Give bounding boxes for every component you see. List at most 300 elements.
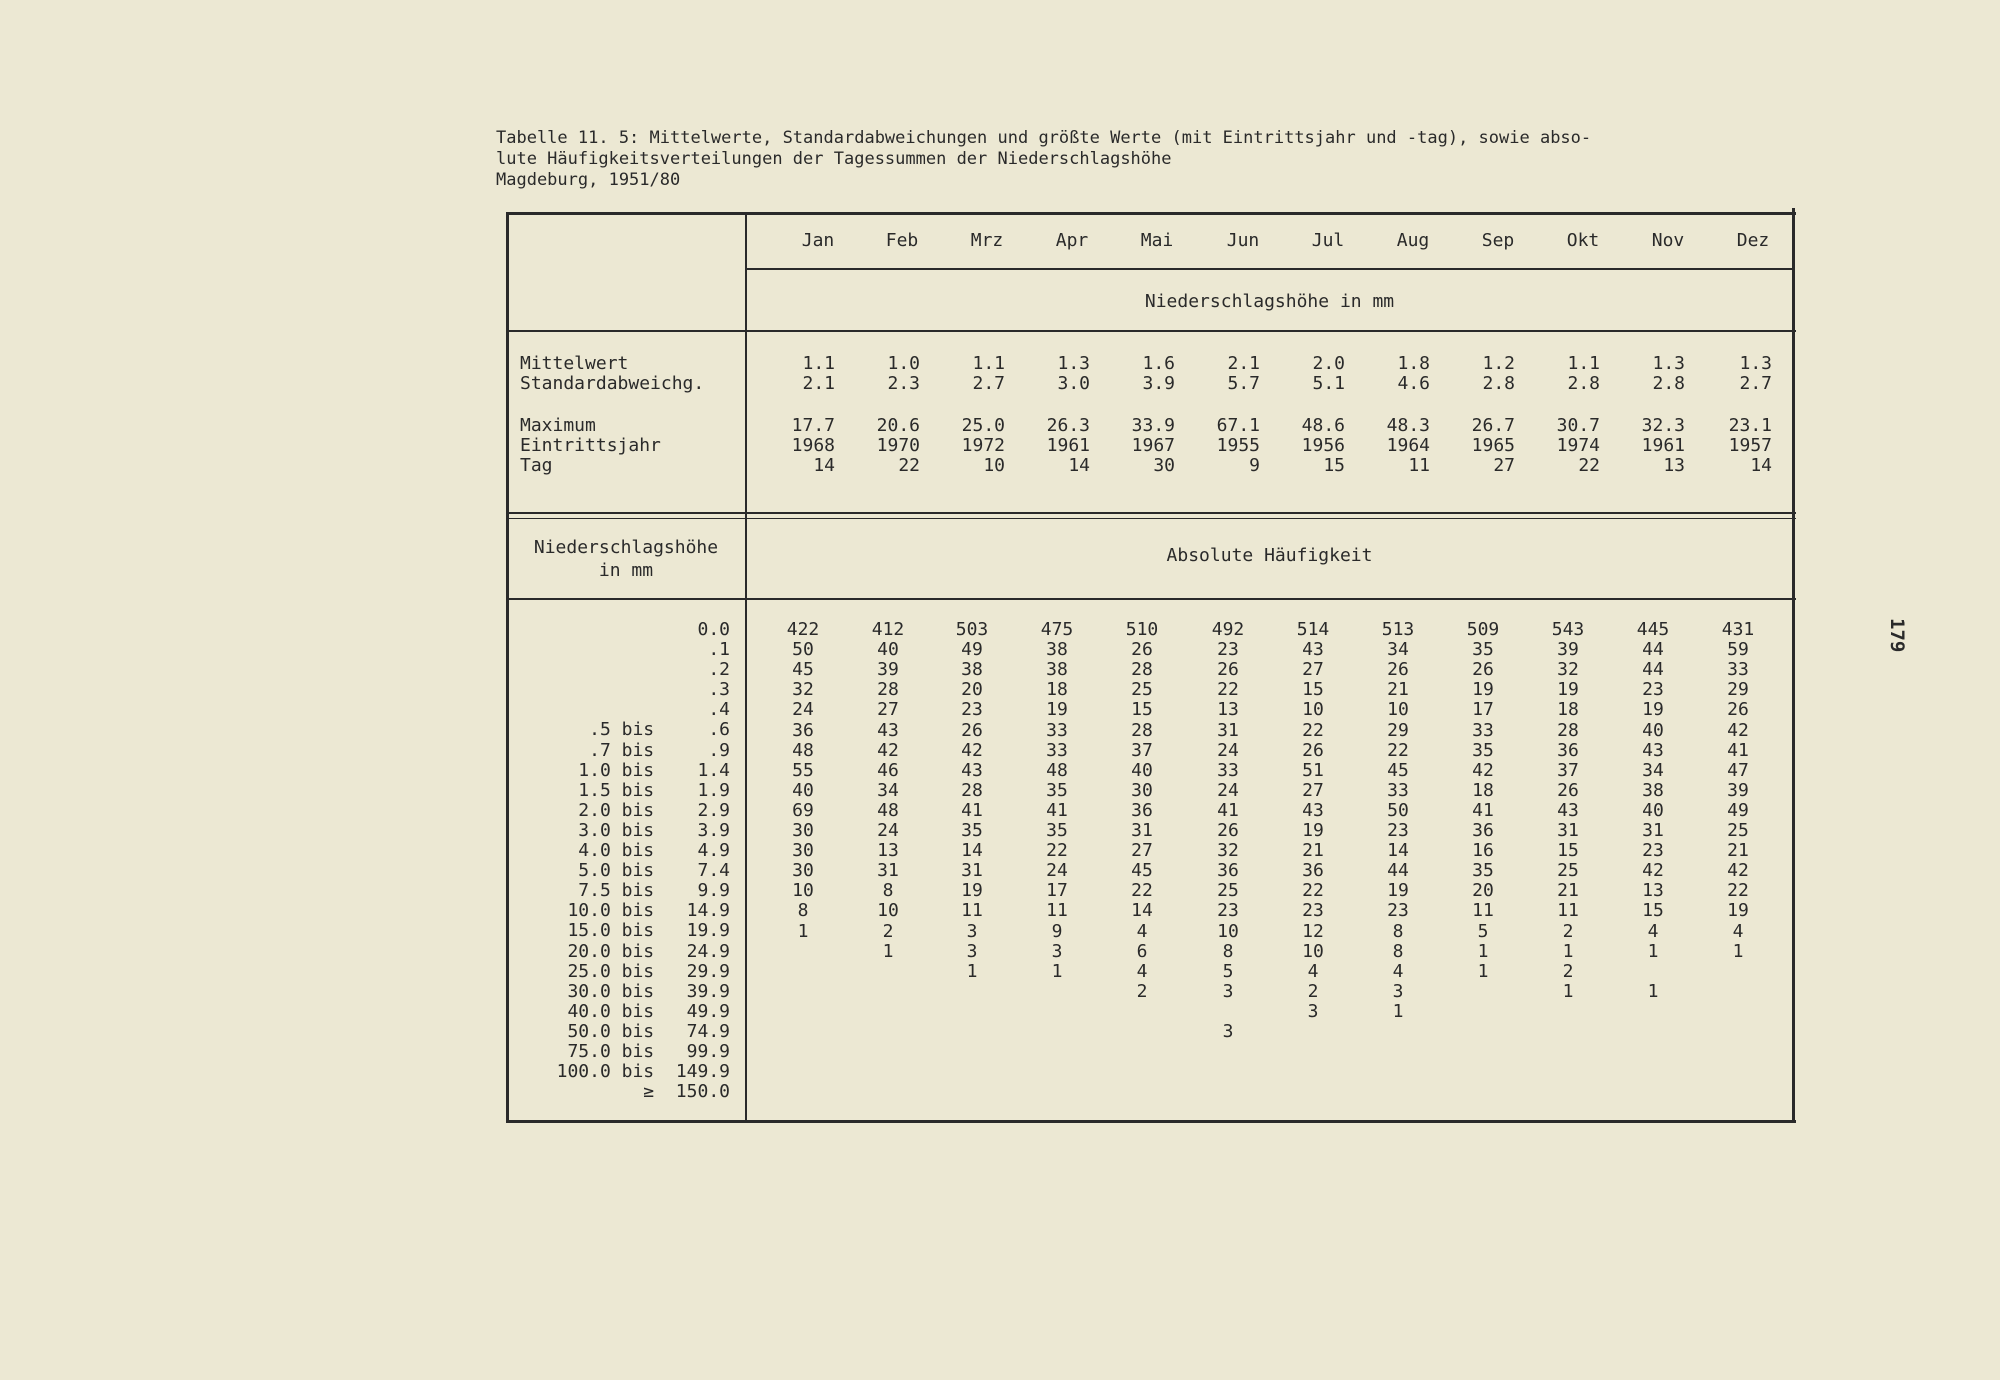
frequency-cell: 42	[1472, 759, 1494, 781]
frequency-cell: 26	[1387, 659, 1409, 681]
frequency-cell: 27	[877, 699, 899, 721]
frequency-cell: 46	[877, 759, 899, 781]
frequency-cell: 22	[1727, 880, 1749, 902]
frequency-cell: 11	[1557, 900, 1579, 922]
frequency-cell: 24	[1046, 860, 1068, 882]
frequency-cell: 34	[1387, 639, 1409, 661]
stat-mean-cell: 1.1	[972, 353, 1005, 374]
frequency-cell: 19	[1472, 679, 1494, 701]
class-label: 1.0 bis 1.4	[578, 759, 730, 781]
frequency-cell: 4	[1307, 960, 1319, 982]
frequency-cell: 4	[1136, 920, 1148, 942]
frequency-cell: 2	[882, 920, 894, 942]
stat-std-cell: 5.7	[1227, 373, 1260, 394]
frequency-cell: 26	[1217, 659, 1239, 681]
frequency-cell: 24	[792, 699, 814, 721]
stat-mean-cell: 2.1	[1227, 353, 1260, 374]
month-header: Sep	[1481, 230, 1515, 251]
month-header: Nov	[1651, 230, 1685, 251]
class-header-line-2: in mm	[598, 560, 654, 581]
frequency-cell: 59	[1727, 639, 1749, 661]
stat-year-cell: 1955	[1216, 435, 1260, 456]
frequency-cell: 21	[1727, 840, 1749, 862]
stat-max-cell: 32.3	[1641, 415, 1685, 436]
frequency-cell: 38	[1046, 639, 1068, 661]
month-header: Feb	[885, 230, 919, 251]
stat-std-cell: 2.3	[887, 373, 920, 394]
frequency-cell: 35	[1046, 779, 1068, 801]
stat-std-cell: 5.1	[1312, 373, 1345, 394]
month-header: Jul	[1311, 230, 1345, 251]
stat-mean-cell: 1.1	[1567, 353, 1600, 374]
frequency-cell: 55	[792, 759, 814, 781]
frequency-cell: 42	[1727, 719, 1749, 741]
class-label: 25.0 bis 29.9	[567, 960, 730, 982]
frequency-cell: 43	[1302, 639, 1324, 661]
max-label: Maximum	[520, 415, 596, 436]
mean-label: Mittelwert	[520, 353, 629, 374]
frequency-cell: 43	[877, 719, 899, 741]
frequency-cell: 21	[1557, 880, 1579, 902]
stat-year-cell: 1974	[1556, 435, 1600, 456]
frequency-cell: 27	[1302, 779, 1324, 801]
stat-mean-cell: 1.8	[1397, 353, 1430, 374]
frequency-cell: 35	[1046, 820, 1068, 841]
frequency-cell: 30	[792, 840, 814, 862]
frequency-cell: 18	[1557, 699, 1579, 721]
stat-max-cell: 33.9	[1131, 415, 1175, 436]
class-label: 20.0 bis 24.9	[567, 940, 730, 962]
frequency-cell: 41	[1472, 799, 1494, 821]
frequency-cell: 10	[792, 880, 814, 902]
frequency-cell: 19	[1046, 699, 1068, 721]
frequency-cell: 48	[877, 799, 899, 821]
frequency-cell: 25	[1727, 820, 1749, 841]
frequency-cell: 44	[1642, 659, 1664, 681]
frequency-cell: 26	[1131, 639, 1153, 661]
stat-day-cell: 9	[1249, 455, 1260, 476]
frequency-cell: 3	[1051, 940, 1063, 962]
stat-day-cell: 10	[983, 455, 1005, 476]
frequency-cell: 47	[1727, 759, 1749, 781]
frequency-cell: 35	[1472, 639, 1494, 661]
frequency-cell: 24	[877, 820, 899, 841]
stat-year-cell: 1961	[1046, 435, 1090, 456]
frequency-cell: 5	[1222, 960, 1234, 982]
class-label: 40.0 bis 49.9	[567, 1000, 730, 1022]
frequency-cell: 1	[1732, 940, 1744, 962]
class-label: ≥ 150.0	[643, 1081, 730, 1103]
frequency-cell: 69	[792, 799, 814, 821]
month-header: Jun	[1226, 230, 1260, 251]
stat-day-cell: 30	[1153, 455, 1175, 476]
frequency-cell: 32	[792, 679, 814, 701]
frequency-cell: 2	[1136, 980, 1148, 1002]
stat-mean-cell: 2.0	[1312, 353, 1345, 374]
frequency-cell: 5	[1477, 920, 1489, 942]
stat-year-cell: 1967	[1131, 435, 1175, 456]
frequency-cell: 8	[1392, 920, 1404, 942]
stat-day-cell: 15	[1323, 455, 1345, 476]
frequency-cell: 31	[961, 860, 983, 882]
stat-std-cell: 2.8	[1652, 373, 1685, 394]
frequency-cell: 12	[1302, 920, 1324, 942]
frequency-cell: 1	[797, 920, 809, 942]
frequency-cell: 19	[1642, 699, 1664, 721]
frequency-cell: 15	[1557, 840, 1579, 862]
stat-max-cell: 17.7	[791, 415, 835, 436]
day-label: Tag	[520, 455, 553, 476]
frequency-cell: 13	[1217, 699, 1239, 721]
month-header: Okt	[1566, 230, 1600, 251]
frequency-cell: 11	[1472, 900, 1494, 922]
class-label: 1.5 bis 1.9	[578, 779, 730, 801]
frequency-cell: 10	[1387, 699, 1409, 721]
frequency-cell: 3	[966, 940, 978, 962]
frequency-cell: 39	[877, 659, 899, 681]
frequency-cell: 10	[877, 900, 899, 922]
frequency-cell: 20	[961, 679, 983, 701]
stat-year-cell: 1957	[1728, 435, 1772, 456]
frequency-cell: 40	[792, 779, 814, 801]
year-label: Eintrittsjahr	[520, 435, 661, 456]
frequency-cell: 412	[871, 619, 905, 640]
stat-max-cell: 26.7	[1471, 415, 1515, 436]
class-label: 75.0 bis 99.9	[567, 1040, 730, 1062]
unit-header: Niederschlagshöhe in mm	[1144, 291, 1395, 312]
frequency-cell: 1	[1647, 980, 1659, 1002]
class-label: 10.0 bis 14.9	[567, 900, 730, 922]
month-header: Dez	[1736, 230, 1770, 251]
frequency-cell: 23	[1302, 900, 1324, 922]
stat-max-cell: 67.1	[1216, 415, 1260, 436]
stat-day-cell: 14	[813, 455, 835, 476]
frequency-cell: 1	[1477, 940, 1489, 962]
frequency-cell: 36	[1557, 739, 1579, 761]
frequency-cell: 23	[1217, 900, 1239, 922]
class-label: .4	[708, 699, 730, 721]
frequency-cell: 34	[877, 779, 899, 801]
frequency-cell: 3	[1392, 980, 1404, 1002]
frequency-cell: 19	[961, 880, 983, 902]
stat-std-cell: 2.7	[972, 373, 1005, 394]
frequency-cell: 492	[1211, 619, 1245, 640]
frequency-cell: 31	[1131, 820, 1153, 841]
frequency-cell: 26	[1302, 739, 1324, 761]
frequency-cell: 30	[792, 860, 814, 882]
frequency-cell: 20	[1472, 880, 1494, 902]
caption-line-2: lute Häufigkeitsverteilungen der Tagessummen der Niederschlagshöhe	[496, 149, 1172, 169]
frequency-cell: 26	[1217, 820, 1239, 841]
frequency-cell: 31	[877, 860, 899, 882]
stat-std-cell: 2.1	[802, 373, 835, 394]
stat-max-cell: 25.0	[961, 415, 1005, 436]
stat-day-cell: 14	[1068, 455, 1090, 476]
frequency-cell: 45	[1387, 759, 1409, 781]
frequency-cell: 11	[1046, 900, 1068, 922]
stat-year-cell: 1964	[1386, 435, 1430, 456]
frequency-cell: 24	[1217, 739, 1239, 761]
frequency-cell: 32	[1557, 659, 1579, 681]
class-label: .5 bis .6	[589, 719, 730, 741]
frequency-cell: 50	[1387, 799, 1409, 821]
frequency-cell: 10	[1302, 699, 1324, 721]
stat-year-cell: 1968	[791, 435, 835, 456]
frequency-cell: 3	[966, 920, 978, 942]
frequency-cell: 513	[1381, 619, 1415, 640]
frequency-cell: 25	[1131, 679, 1153, 701]
frequency-cell: 35	[1472, 739, 1494, 761]
frequency-cell: 43	[961, 759, 983, 781]
class-label: 7.5 bis 9.9	[578, 880, 730, 902]
stat-year-cell: 1970	[876, 435, 920, 456]
frequency-cell: 22	[1302, 880, 1324, 902]
stat-mean-cell: 1.1	[802, 353, 835, 374]
frequency-cell: 8	[1222, 940, 1234, 962]
stat-day-cell: 11	[1408, 455, 1430, 476]
frequency-cell: 22	[1131, 880, 1153, 902]
frequency-cell: 42	[961, 739, 983, 761]
frequency-cell: 41	[1727, 739, 1749, 761]
frequency-cell: 445	[1636, 619, 1670, 640]
table-caption	[496, 128, 1816, 191]
frequency-cell: 19	[1302, 820, 1324, 841]
frequency-header: Absolute Häufigkeit	[1166, 545, 1373, 566]
frequency-cell: 40	[1131, 759, 1153, 781]
frequency-cell: 2	[1562, 960, 1574, 982]
frequency-cell: 2	[1307, 980, 1319, 1002]
month-header: Mai	[1140, 230, 1174, 251]
frequency-cell: 39	[1557, 639, 1579, 661]
frequency-cell: 23	[1387, 900, 1409, 922]
frequency-cell: 37	[1557, 759, 1579, 781]
stat-year-cell: 1961	[1641, 435, 1685, 456]
frequency-cell: 31	[1557, 820, 1579, 841]
frequency-cell: 1	[1051, 960, 1063, 982]
frequency-cell: 14	[1387, 840, 1409, 862]
frequency-cell: 22	[1387, 739, 1409, 761]
frequency-cell: 40	[877, 639, 899, 661]
frequency-cell: 31	[1217, 719, 1239, 741]
class-labels	[510, 620, 730, 1102]
frequency-cell: 19	[1557, 679, 1579, 701]
class-label: 3.0 bis 3.9	[578, 819, 730, 841]
class-label: 0.0	[697, 619, 730, 640]
frequency-cell: 19	[1727, 900, 1749, 922]
stat-mean-cell: 1.0	[887, 353, 920, 374]
frequency-cell: 45	[792, 659, 814, 681]
frequency-cell: 38	[1046, 659, 1068, 681]
frequency-cell: 28	[877, 679, 899, 701]
frequency-cell: 23	[961, 699, 983, 721]
frequency-cell: 39	[1727, 779, 1749, 801]
frequency-cell: 33	[1046, 719, 1068, 741]
frequency-cell: 22	[1217, 679, 1239, 701]
frequency-cell: 30	[1131, 779, 1153, 801]
frequency-cell: 6	[1136, 940, 1148, 962]
month-header: Mrz	[970, 230, 1004, 251]
frequency-cell: 41	[1217, 799, 1239, 821]
stat-std-cell: 2.8	[1482, 373, 1515, 394]
frequency-cell: 26	[1727, 699, 1749, 721]
frequency-cell: 503	[955, 619, 989, 640]
std-label: Standardabweichg.	[520, 373, 705, 394]
page-number: 179	[1886, 618, 1908, 653]
frequency-cell: 43	[1302, 799, 1324, 821]
frequency-cell: 4	[1392, 960, 1404, 982]
stat-max-cell: 20.6	[876, 415, 920, 436]
frequency-cell: 25	[1217, 880, 1239, 902]
frequency-cell: 23	[1217, 639, 1239, 661]
stat-day-cell: 13	[1663, 455, 1685, 476]
frequency-cell: 38	[1642, 779, 1664, 801]
month-header: Aug	[1396, 230, 1430, 251]
stat-max-cell: 23.1	[1728, 415, 1772, 436]
frequency-cell: 1	[1477, 960, 1489, 982]
stat-max-cell: 30.7	[1556, 415, 1600, 436]
frequency-cell: 36	[792, 719, 814, 741]
frequency-cell: 510	[1125, 619, 1159, 640]
class-label: 2.0 bis 2.9	[578, 799, 730, 821]
frequency-cell: 26	[1557, 779, 1579, 801]
frequency-cell: 26	[1472, 659, 1494, 681]
frequency-cell: 41	[1046, 799, 1068, 821]
caption-line-1: Tabelle 11. 5: Mittelwerte, Standardabweichungen und größte Werte (mit Eintrittsjahr und -tag), sowie abso-	[496, 128, 1592, 148]
frequency-cell: 17	[1472, 699, 1494, 721]
frequency-cell: 33	[1472, 719, 1494, 741]
stat-mean-cell: 1.3	[1652, 353, 1685, 374]
frequency-cell: 49	[961, 639, 983, 661]
frequency-cell: 3	[1222, 980, 1234, 1002]
frequency-cell: 18	[1046, 679, 1068, 701]
stat-day-cell: 22	[1578, 455, 1600, 476]
frequency-cell: 2	[1562, 920, 1574, 942]
frequency-cell: 26	[961, 719, 983, 741]
stat-std-cell: 3.9	[1142, 373, 1175, 394]
stat-mean-cell: 1.6	[1142, 353, 1175, 374]
frequency-cell: 35	[1472, 860, 1494, 882]
frequency-cell: 17	[1046, 880, 1068, 902]
frequency-cell: 28	[1131, 659, 1153, 681]
frequency-cell: 4	[1136, 960, 1148, 982]
frequency-cell: 50	[792, 639, 814, 661]
frequency-cell: 16	[1472, 840, 1494, 862]
frequency-cell: 40	[1642, 719, 1664, 741]
frequency-cell: 9	[1051, 920, 1063, 942]
frequency-cell: 45	[1131, 860, 1153, 882]
frequency-cell: 44	[1387, 860, 1409, 882]
frequency-cell: 8	[797, 900, 809, 922]
stat-mean-cell: 1.3	[1739, 353, 1772, 374]
frequency-cell: 29	[1727, 679, 1749, 701]
stat-std-cell: 2.8	[1567, 373, 1600, 394]
frequency-cell: 1	[1562, 980, 1574, 1002]
frequency-cell: 3	[1222, 1021, 1234, 1042]
class-label: .1	[708, 639, 730, 661]
frequency-cell: 1	[1562, 940, 1574, 962]
month-header: Jan	[801, 230, 835, 251]
class-label: .7 bis .9	[589, 739, 730, 761]
frequency-cell: 36	[1472, 820, 1494, 841]
frequency-cell: 36	[1217, 860, 1239, 882]
frequency-cell: 3	[1307, 1000, 1319, 1022]
frequency-cell: 422	[786, 619, 820, 640]
frequency-cell: 33	[1046, 739, 1068, 761]
class-label: .2	[708, 659, 730, 681]
frequency-cell: 33	[1727, 659, 1749, 681]
stat-year-cell: 1972	[961, 435, 1005, 456]
frequency-cell: 31	[1642, 820, 1664, 841]
frequency-cell: 25	[1557, 860, 1579, 882]
frequency-cell: 1	[966, 960, 978, 982]
frequency-cell: 44	[1642, 639, 1664, 661]
month-header: Apr	[1055, 230, 1089, 251]
frequency-cell: 15	[1131, 699, 1153, 721]
frequency-cell: 36	[1131, 799, 1153, 821]
frequency-cell: 34	[1642, 759, 1664, 781]
frequency-cell: 36	[1302, 860, 1324, 882]
frequency-cell: 13	[1642, 880, 1664, 902]
class-label: 15.0 bis 19.9	[567, 920, 730, 942]
class-label: 100.0 bis 149.9	[556, 1061, 730, 1083]
caption-line-3: Magdeburg, 1951/80	[496, 170, 681, 190]
frequency-cell: 23	[1642, 840, 1664, 862]
stat-max-cell: 26.3	[1046, 415, 1090, 436]
frequency-cell: 32	[1217, 840, 1239, 862]
stat-std-cell: 3.0	[1057, 373, 1090, 394]
frequency-cell: 11	[961, 900, 983, 922]
frequency-cell: 1	[1392, 1000, 1404, 1022]
frequency-cell: 4	[1647, 920, 1659, 942]
frequency-cell: 40	[1642, 799, 1664, 821]
frequency-cell: 543	[1551, 619, 1585, 640]
frequency-cell: 29	[1387, 719, 1409, 741]
class-label: 4.0 bis 4.9	[578, 840, 730, 862]
frequency-cell: 30	[792, 820, 814, 841]
frequency-cell: 28	[961, 779, 983, 801]
frequency-cell: 21	[1302, 840, 1324, 862]
frequency-cell: 28	[1557, 719, 1579, 741]
frequency-cell: 23	[1642, 679, 1664, 701]
class-label: 50.0 bis 74.9	[567, 1020, 730, 1042]
frequency-cell: 33	[1387, 779, 1409, 801]
frequency-cell: 27	[1131, 840, 1153, 862]
stat-day-cell: 22	[898, 455, 920, 476]
frequency-cell: 14	[961, 840, 983, 862]
frequency-cell: 18	[1472, 779, 1494, 801]
frequency-cell: 42	[1727, 860, 1749, 882]
frequency-cell: 431	[1721, 619, 1755, 640]
frequency-cell: 475	[1040, 619, 1074, 640]
stat-mean-cell: 1.3	[1057, 353, 1090, 374]
frequency-cell: 41	[961, 799, 983, 821]
frequency-cell: 15	[1302, 679, 1324, 701]
frequency-cell: 42	[877, 739, 899, 761]
stat-year-cell: 1965	[1471, 435, 1515, 456]
frequency-cell: 23	[1387, 820, 1409, 841]
class-label: 30.0 bis 39.9	[567, 980, 730, 1002]
frequency-cell: 10	[1217, 920, 1239, 942]
stat-day-cell: 27	[1493, 455, 1515, 476]
frequency-cell: 49	[1727, 799, 1749, 821]
frequency-cell: 38	[961, 659, 983, 681]
frequency-cell: 24	[1217, 779, 1239, 801]
stat-year-cell: 1956	[1301, 435, 1345, 456]
frequency-cell: 514	[1296, 619, 1330, 640]
frequency-cell: 21	[1387, 679, 1409, 701]
frequency-cell: 27	[1302, 659, 1324, 681]
frequency-cell: 48	[1046, 759, 1068, 781]
